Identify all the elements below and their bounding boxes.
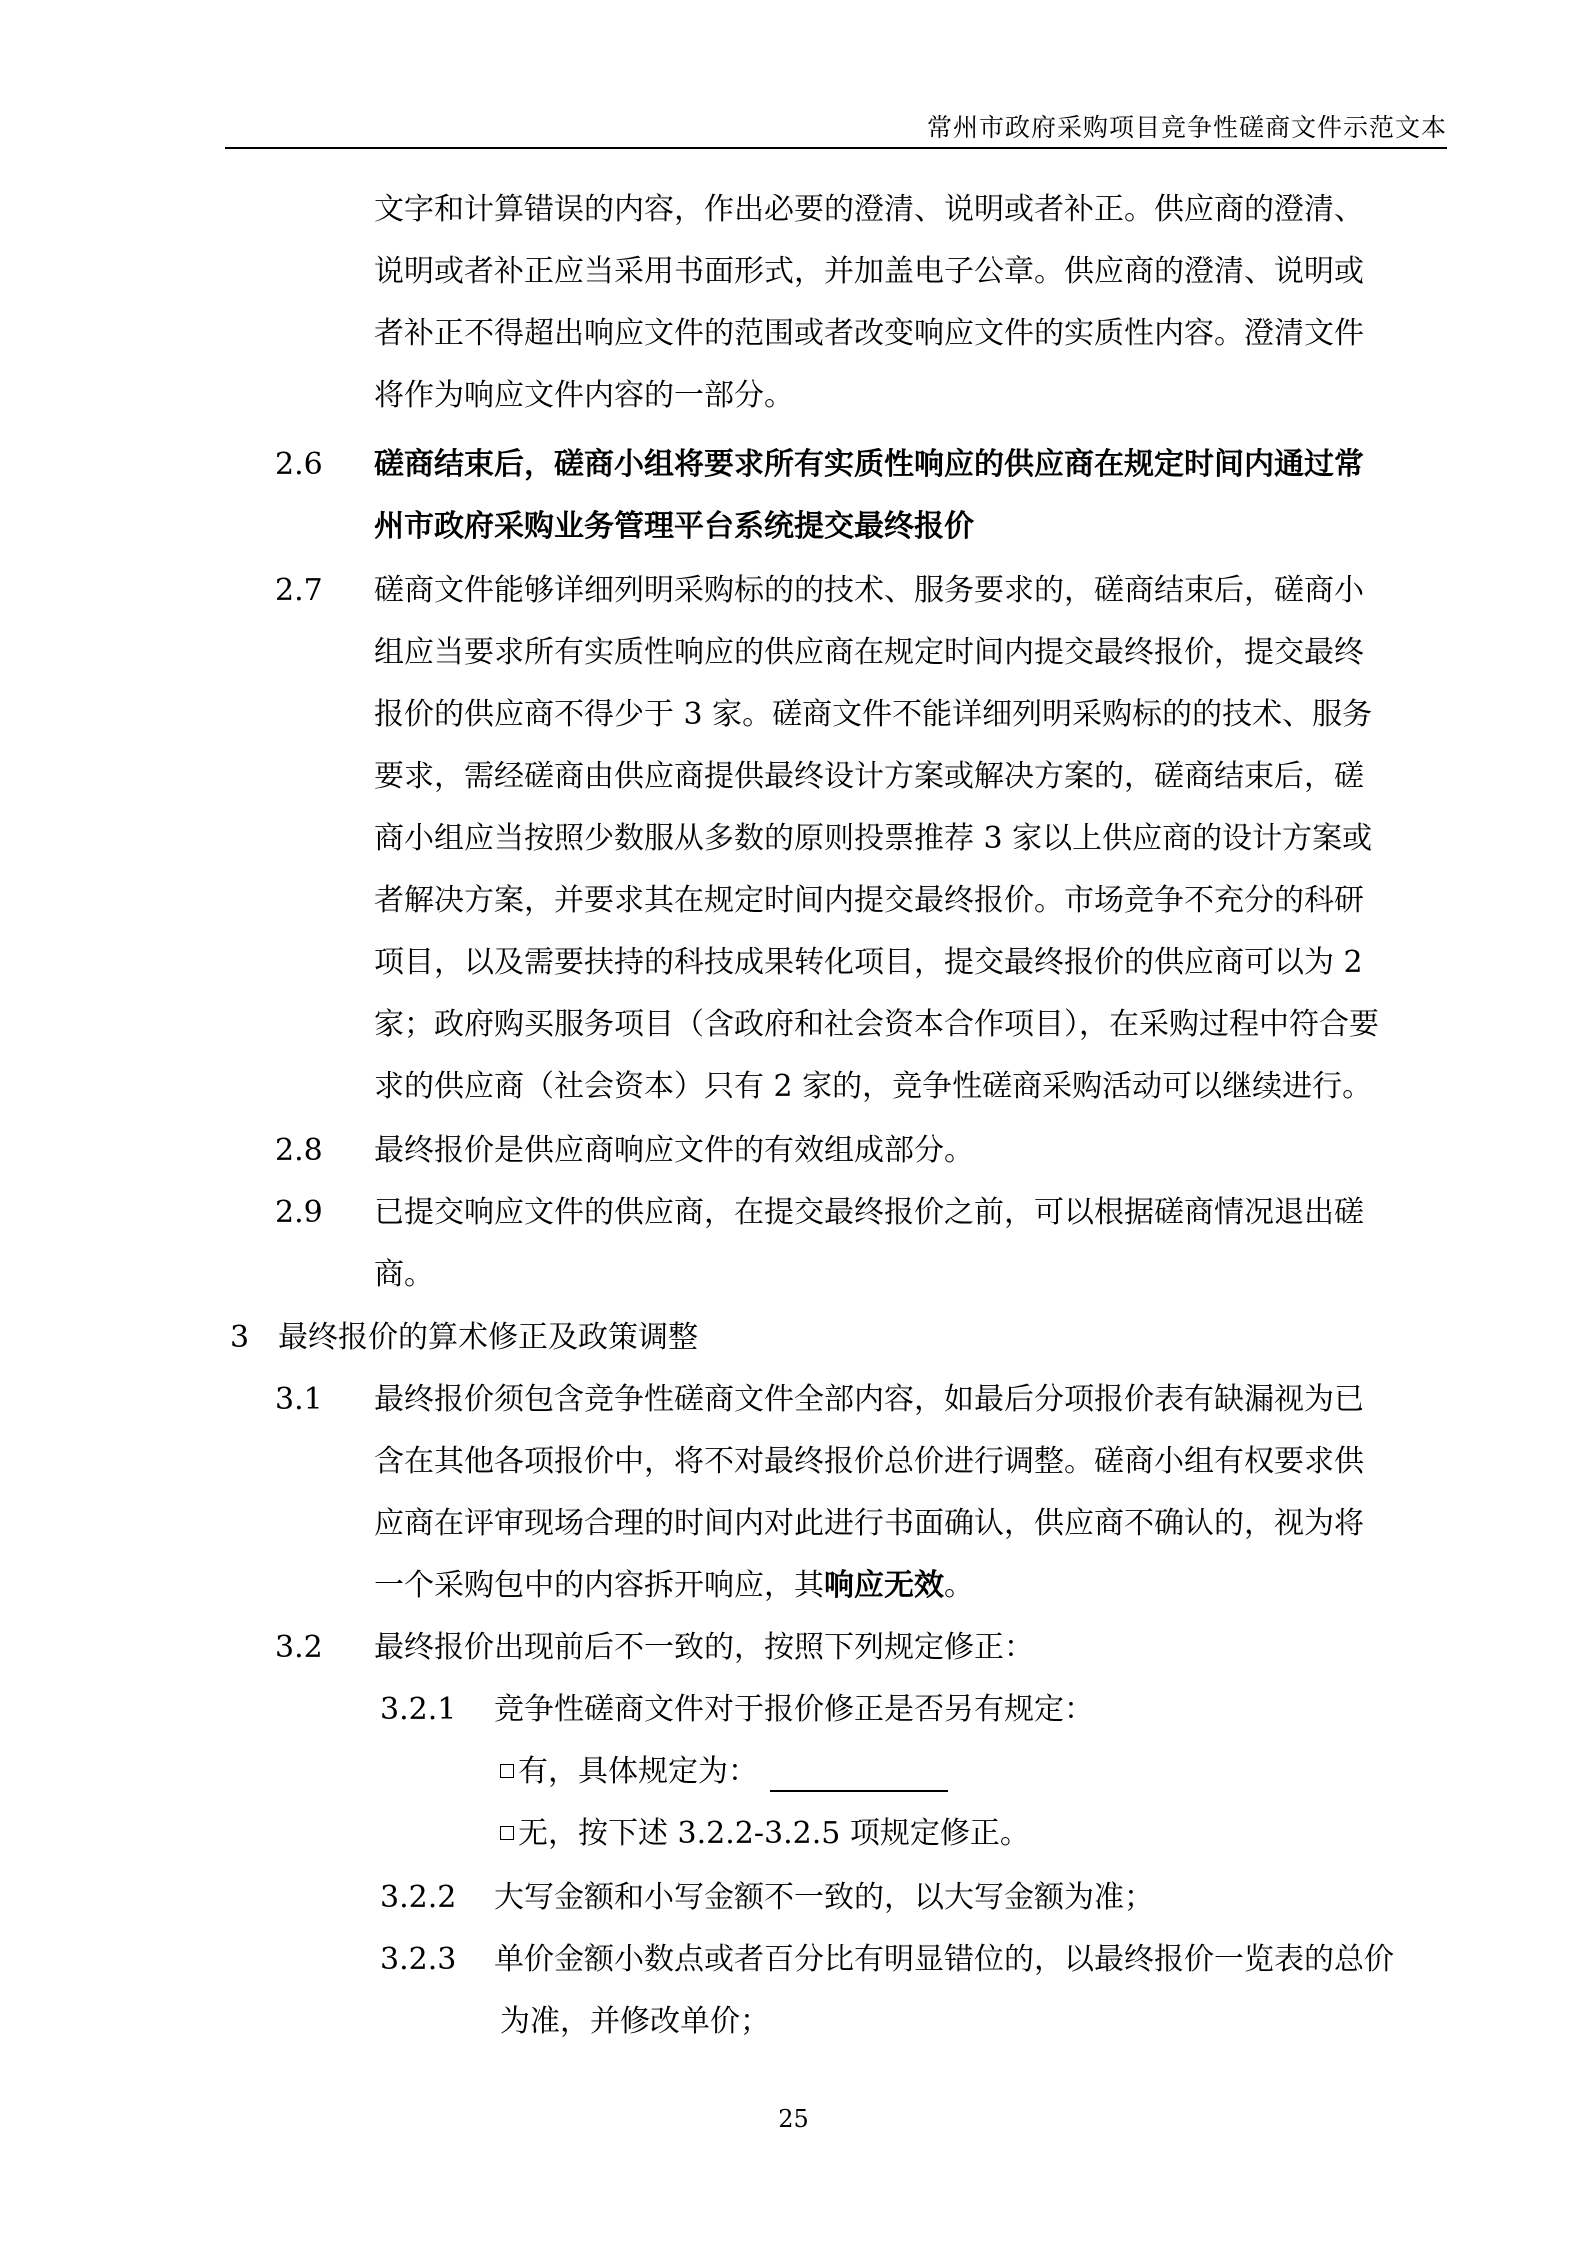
section-number: 2.6 (275, 447, 323, 482)
paragraph-line: 者补正不得超出响应文件的范围或者改变响应文件的实质性内容。澄清文件 (374, 316, 1364, 351)
paragraph-line: 大写金额和小写金额不一致的，以大写金额为准； (494, 1880, 1154, 1915)
section-number: 3.2.3 (380, 1942, 457, 1977)
section-number: 2.9 (275, 1195, 323, 1230)
paragraph-line: 商。 (374, 1257, 434, 1292)
option-yes (500, 1752, 948, 1792)
option-label: 无，按下述 3.2.2-3.2.5 项规定修正。 (518, 1816, 1030, 1851)
paragraph-line (374, 1566, 974, 1606)
section-heading: 最终报价的算术修正及政策调整 (278, 1320, 698, 1355)
checkbox-yes[interactable] (500, 1764, 514, 1778)
paragraph-line: 报价的供应商不得少于 3 家。磋商文件不能详细列明采购标的的技术、服务 (374, 697, 1373, 732)
page-number: 25 (778, 2105, 809, 2133)
paragraph-line: 项目，以及需要扶持的科技成果转化项目，提交最终报价的供应商可以为 2 (374, 945, 1363, 980)
option-label: 有，具体规定为： (518, 1754, 758, 1789)
line-text: 一个采购包中的内容拆开响应，其 (374, 1568, 824, 1603)
emphasis-text: 响应无效 (824, 1568, 944, 1603)
header-title: 常州市政府采购项目竞争性磋商文件示范文本 (926, 113, 1447, 142)
section-number: 3.2.1 (380, 1692, 457, 1727)
paragraph-line: 应商在评审现场合理的时间内对此进行书面确认，供应商不确认的，视为将 (374, 1506, 1364, 1541)
paragraph-line: 磋商文件能够详细列明采购标的的技术、服务要求的，磋商结束后，磋商小 (374, 573, 1364, 608)
paragraph-line: 含在其他各项报价中，将不对最终报价总价进行调整。磋商小组有权要求供 (374, 1444, 1364, 1479)
paragraph-line: 将作为响应文件内容的一部分。 (374, 378, 794, 413)
paragraph-line: 求的供应商（社会资本）只有 2 家的，竞争性磋商采购活动可以继续进行。 (374, 1069, 1373, 1104)
line-end: 。 (944, 1568, 974, 1603)
section-number: 3.1 (275, 1382, 323, 1417)
paragraph-line: 竞争性磋商文件对于报价修正是否另有规定： (494, 1692, 1094, 1727)
paragraph-line: 最终报价是供应商响应文件的有效组成部分。 (374, 1133, 974, 1168)
paragraph-line: 商小组应当按照少数服从多数的原则投票推荐 3 家以上供应商的设计方案或 (374, 821, 1373, 856)
paragraph-line: 磋商结束后，磋商小组将要求所有实质性响应的供应商在规定时间内通过常 (374, 447, 1364, 482)
paragraph-line: 文字和计算错误的内容，作出必要的澄清、说明或者补正。供应商的澄清、 (374, 192, 1364, 227)
header-rule (225, 147, 1447, 149)
paragraph-line: 最终报价须包含竞争性磋商文件全部内容，如最后分项报价表有缺漏视为已 (374, 1382, 1364, 1417)
paragraph-line: 单价金额小数点或者百分比有明显错位的，以最终报价一览表的总价 (494, 1942, 1394, 1977)
section-number: 3 (230, 1320, 250, 1355)
section-number: 2.7 (275, 573, 323, 608)
paragraph-line: 者解决方案，并要求其在规定时间内提交最终报价。市场竞争不充分的科研 (374, 883, 1364, 918)
paragraph-line: 州市政府采购业务管理平台系统提交最终报价 (374, 509, 974, 544)
paragraph-line: 要求，需经磋商由供应商提供最终设计方案或解决方案的，磋商结束后，磋 (374, 759, 1364, 794)
section-number: 3.2 (275, 1630, 323, 1665)
checkbox-no[interactable] (500, 1826, 514, 1840)
section-number: 3.2.2 (380, 1880, 457, 1915)
paragraph-line: 组应当要求所有实质性响应的供应商在规定时间内提交最终报价，提交最终 (374, 635, 1364, 670)
paragraph-line: 说明或者补正应当采用书面形式，并加盖电子公章。供应商的澄清、说明或 (374, 254, 1364, 289)
section-number: 2.8 (275, 1133, 323, 1168)
option-no (500, 1814, 1030, 1854)
paragraph-line: 为准，并修改单价； (500, 2004, 770, 2039)
paragraph-line: 最终报价出现前后不一致的，按照下列规定修正： (374, 1630, 1034, 1665)
paragraph-line: 家；政府购买服务项目（含政府和社会资本合作项目），在采购过程中符合要 (374, 1007, 1379, 1042)
paragraph-line: 已提交响应文件的供应商，在提交最终报价之前，可以根据磋商情况退出磋 (374, 1195, 1364, 1230)
fill-in-blank[interactable] (770, 1760, 948, 1792)
